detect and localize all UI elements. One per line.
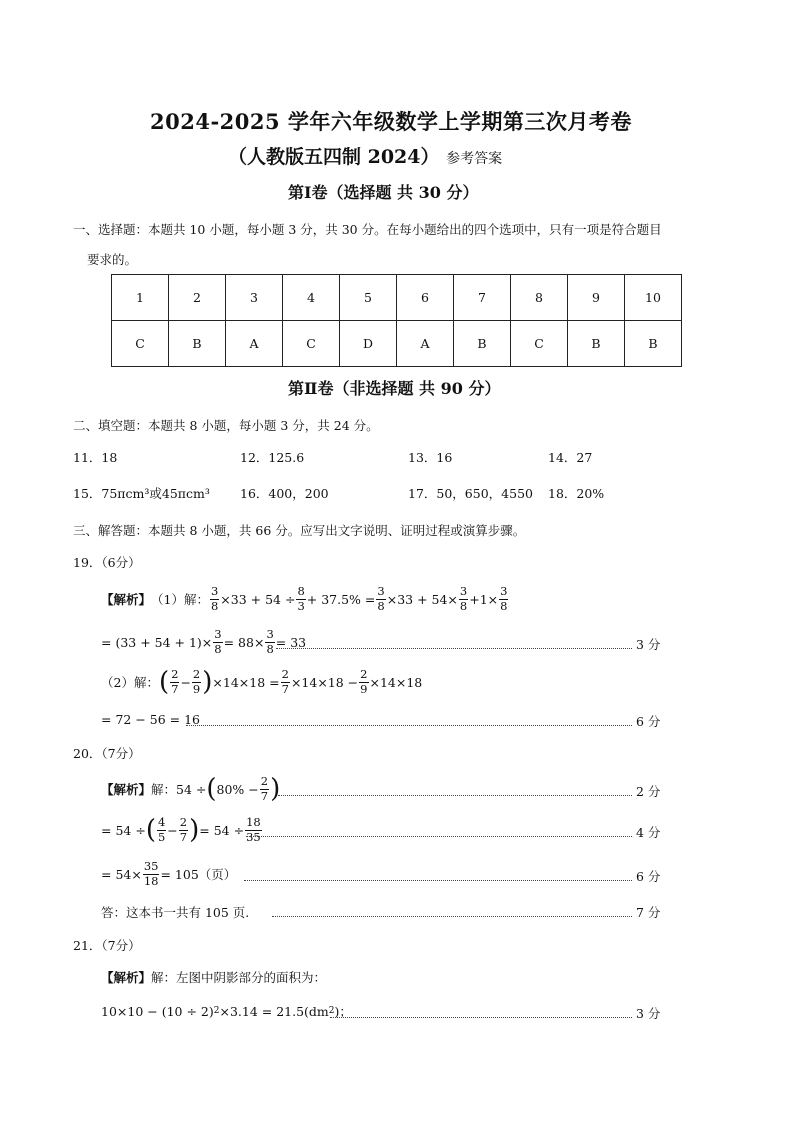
fill-answer: 18．20% <box>548 486 605 501</box>
answer-table-answers <box>112 321 682 367</box>
q19-line2: = (33 + 54 + 1)× $\frac{3}{8}$ = 88× $\frac{3}{8}$ = 33 <box>101 627 307 656</box>
question-number: 8 <box>511 275 568 321</box>
fraction: $\frac{3}{8}$ <box>214 627 222 656</box>
dot-leader <box>244 880 632 881</box>
score-mark: 4 分 <box>636 825 661 840</box>
fraction: $\frac{18}{35}$ <box>246 815 261 844</box>
answer-cell: B <box>568 321 625 367</box>
part1-heading: 第Ⅰ卷（选择题 共 30 分） <box>288 183 479 202</box>
answer-table-numbers <box>112 275 682 321</box>
q20-line1: 【解析】 解：54 ÷ ( 80% − $\frac{2}{7}$ ) <box>101 774 281 804</box>
q19-line1: 【解析】 （1）解： $\frac{3}{8}$ ×33 + 54 ÷ $\frac{8}{3}$ + 37.5% = $\frac{3}{8}$ ×33 + 54× $\frac{3}{8}$ +1× $\frac{3}{8}$ <box>101 584 508 613</box>
fill-answer: 17．50，650，4550 <box>408 486 533 501</box>
score-mark: 7 分 <box>636 905 661 920</box>
q19-label: 19．（6分） <box>73 555 141 570</box>
q20-answer: 答：这本书一共有 105 页. <box>101 905 250 920</box>
page-subtitle <box>228 142 502 169</box>
fraction: $\frac{2}{7}$ <box>171 667 179 696</box>
q21-formula: 10×10 − (10 ÷ 2) 2 ×3.14 = 21.5(dm 2 )； <box>101 1003 352 1019</box>
question-number: 10 <box>625 275 682 321</box>
question-number: 3 <box>226 275 283 321</box>
answer-cell: C <box>283 321 340 367</box>
fraction: $\frac{2}{7}$ <box>260 774 269 803</box>
answer-cell: B <box>625 321 682 367</box>
q19-line4: = 72 − 56 = 16 <box>101 712 201 727</box>
q21-intro: 【解析】解：左图中阴影部分的面积为： <box>101 970 327 985</box>
answer-cell: D <box>340 321 397 367</box>
q20-line3: = 54× $\frac{35}{18}$ = 105（页） <box>101 859 237 888</box>
question-number: 7 <box>454 275 511 321</box>
question-number: 4 <box>283 275 340 321</box>
fill-answer: 11．18 <box>73 450 118 465</box>
q21-label: 21．（7分） <box>73 938 141 953</box>
page-title: 2024-2025 学年六年级数学上学期第三次月考卷 <box>150 109 632 134</box>
fraction: $\frac{35}{18}$ <box>143 859 159 888</box>
q20-label: 20．（7分） <box>73 746 141 761</box>
fill-answer: 15．75πcm³或45πcm³ <box>73 486 210 501</box>
question-number: 5 <box>340 275 397 321</box>
score-mark: 2 分 <box>636 784 661 799</box>
dot-leader <box>276 648 632 649</box>
section3-heading: 三、解答题：本题共 8 小题，共 66 分。应写出文字说明、证明过程或演算步骤。 <box>73 523 526 538</box>
answer-cell: B <box>454 321 511 367</box>
section1-instructions: 一、选择题：本题共 10 小题，每小题 3 分，共 30 分。在每小题给出的四个选项中，只有一项是符合题目 <box>73 222 662 237</box>
answer-table <box>111 274 682 367</box>
score-mark: 6 分 <box>636 869 661 884</box>
answer-cell: A <box>226 321 283 367</box>
fill-answer: 13．16 <box>408 450 453 465</box>
analysis-tag: 【解析】 <box>101 592 152 607</box>
fraction: $\frac{3}{8}$ <box>377 584 385 613</box>
question-number: 9 <box>568 275 625 321</box>
answer-cell: C <box>112 321 169 367</box>
fill-answer: 12．125.6 <box>240 450 305 465</box>
dot-leader <box>330 1017 632 1018</box>
dot-leader <box>272 916 632 917</box>
dot-leader <box>186 725 632 726</box>
fraction: $\frac{8}{3}$ <box>297 584 305 613</box>
fraction: $\frac{2}{7}$ <box>281 667 289 696</box>
fraction: $\frac{4}{5}$ <box>157 815 166 844</box>
fraction: $\frac{3}{8}$ <box>500 584 508 613</box>
fraction: $\frac{2}{7}$ <box>179 815 188 844</box>
fill-answer: 16．400，200 <box>240 486 329 501</box>
q19-part2-label: （2）解： <box>101 675 159 690</box>
dot-leader <box>246 836 632 837</box>
question-number: 6 <box>397 275 454 321</box>
analysis-tag: 【解析】 <box>101 782 152 797</box>
fraction: $\frac{3}{8}$ <box>266 627 274 656</box>
question-number: 2 <box>169 275 226 321</box>
fill-answer: 14．27 <box>548 450 593 465</box>
score-mark: 3 分 <box>636 637 661 652</box>
subtitle-main: （人教版五四制 2024） <box>228 146 440 168</box>
section1-instructions-cont: 要求的。 <box>87 252 138 267</box>
question-number: 1 <box>112 275 169 321</box>
score-mark: 3 分 <box>636 1006 661 1021</box>
fraction: $\frac{3}{8}$ <box>210 584 219 613</box>
section2-heading: 二、填空题：本题共 8 小题，每小题 3 分，共 24 分。 <box>73 418 379 433</box>
fraction: $\frac{3}{8}$ <box>459 584 468 613</box>
fraction: $\frac{2}{9}$ <box>192 667 201 696</box>
q20-line2: = 54 ÷ ( $\frac{4}{5}$ − $\frac{2}{7}$ ) = 54 ÷ $\frac{18}{35}$ <box>101 815 261 845</box>
answer-cell: C <box>511 321 568 367</box>
fraction: $\frac{2}{9}$ <box>360 667 368 696</box>
answer-cell: A <box>397 321 454 367</box>
dot-leader <box>278 795 632 796</box>
answer-cell: B <box>169 321 226 367</box>
q19-line3: （2）解： ( $\frac{2}{7}$ − $\frac{2}{9}$ ) ×14×18 = $\frac{2}{7}$ ×14×18 − $\frac{2}{9}$ ×14×18 <box>101 667 423 697</box>
part2-heading: 第Ⅱ卷（非选择题 共 90 分） <box>288 379 501 398</box>
q19-part1-label: （1）解： <box>151 592 209 607</box>
subtitle-tag: 参考答案 <box>446 151 503 167</box>
analysis-tag: 【解析】 <box>101 970 152 985</box>
score-mark: 6 分 <box>636 714 661 729</box>
